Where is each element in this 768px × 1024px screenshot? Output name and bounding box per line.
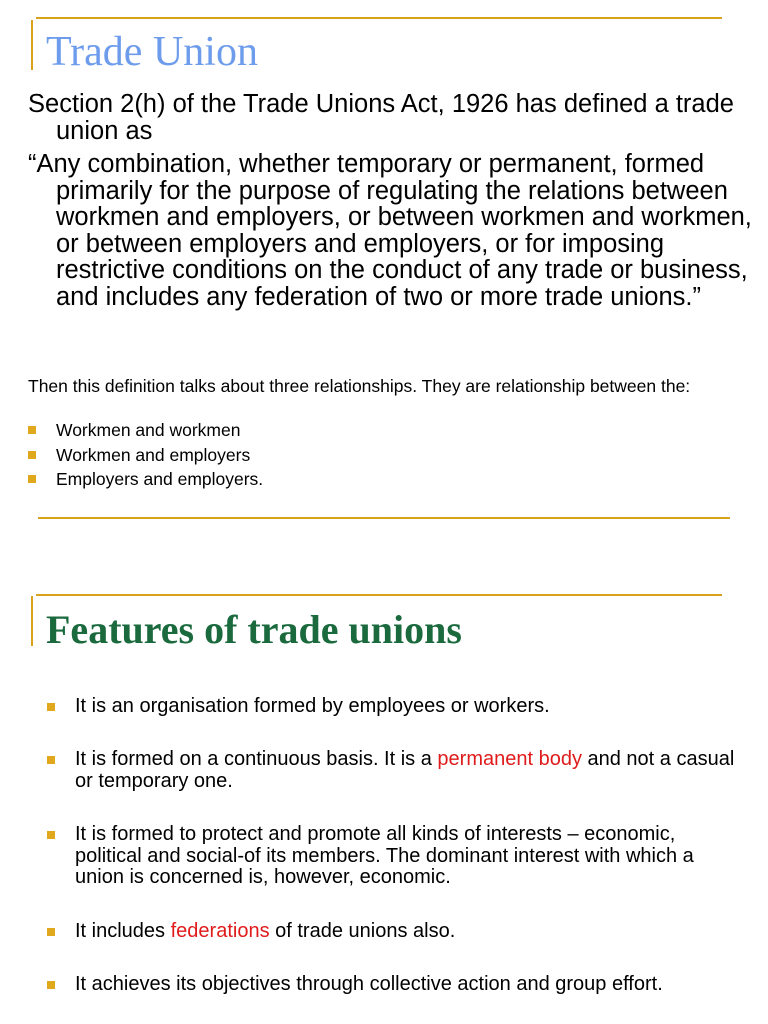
list-item: Workmen and employers bbox=[28, 445, 263, 470]
list-item: Employers and employers. bbox=[28, 469, 263, 494]
bottom-rule bbox=[38, 517, 730, 519]
slide-title: Features of trade unions bbox=[46, 607, 462, 652]
square-bullet-icon bbox=[28, 426, 36, 434]
square-bullet-icon bbox=[47, 831, 55, 839]
list-item: It is an organisation formed by employees or workers. bbox=[47, 696, 747, 749]
list-item: It achieves its objectives through collective action and group effort. bbox=[47, 974, 747, 996]
top-rule bbox=[36, 17, 722, 19]
square-bullet-icon bbox=[47, 756, 55, 764]
top-rule bbox=[36, 594, 722, 596]
square-bullet-icon bbox=[47, 928, 55, 936]
list-item: Workmen and workmen bbox=[28, 420, 263, 445]
square-bullet-icon bbox=[28, 475, 36, 483]
left-rule bbox=[31, 596, 33, 646]
list-item: It is formed to protect and promote all kinds of interests – economic, political and social-of its members. The dominant interest with which a union is concerned is, however, economic. bbox=[47, 824, 747, 921]
definition-intro: Section 2(h) of the Trade Unions Act, 1926 has defined a trade union as bbox=[28, 90, 734, 145]
slide-title: Trade Union bbox=[46, 29, 258, 75]
list-item: It is formed on a continuous basis. It is a permanent body and not a casual or temporary one. bbox=[47, 749, 747, 824]
relationships-list bbox=[28, 420, 263, 494]
square-bullet-icon bbox=[47, 703, 55, 711]
relationships-intro: Then this definition talks about three relationships. They are relationship between the: bbox=[28, 376, 691, 396]
highlight-text: permanent body bbox=[437, 748, 582, 770]
left-rule bbox=[31, 20, 33, 70]
highlight-text: federations bbox=[170, 920, 270, 942]
square-bullet-icon bbox=[47, 981, 55, 989]
definition-quote: “Any combination, whether temporary or permanent, formed primarily for the purpose of regulating the relations between workmen and employers, or between workmen and workmen, or between employers and employers, or for imposing restrictive conditions on the conduct of any trade or business, and includes any federation of two or more trade unions.” bbox=[28, 150, 752, 311]
features-list bbox=[47, 696, 747, 996]
list-item: It includes federations of trade unions also. bbox=[47, 921, 747, 974]
square-bullet-icon bbox=[28, 451, 36, 459]
